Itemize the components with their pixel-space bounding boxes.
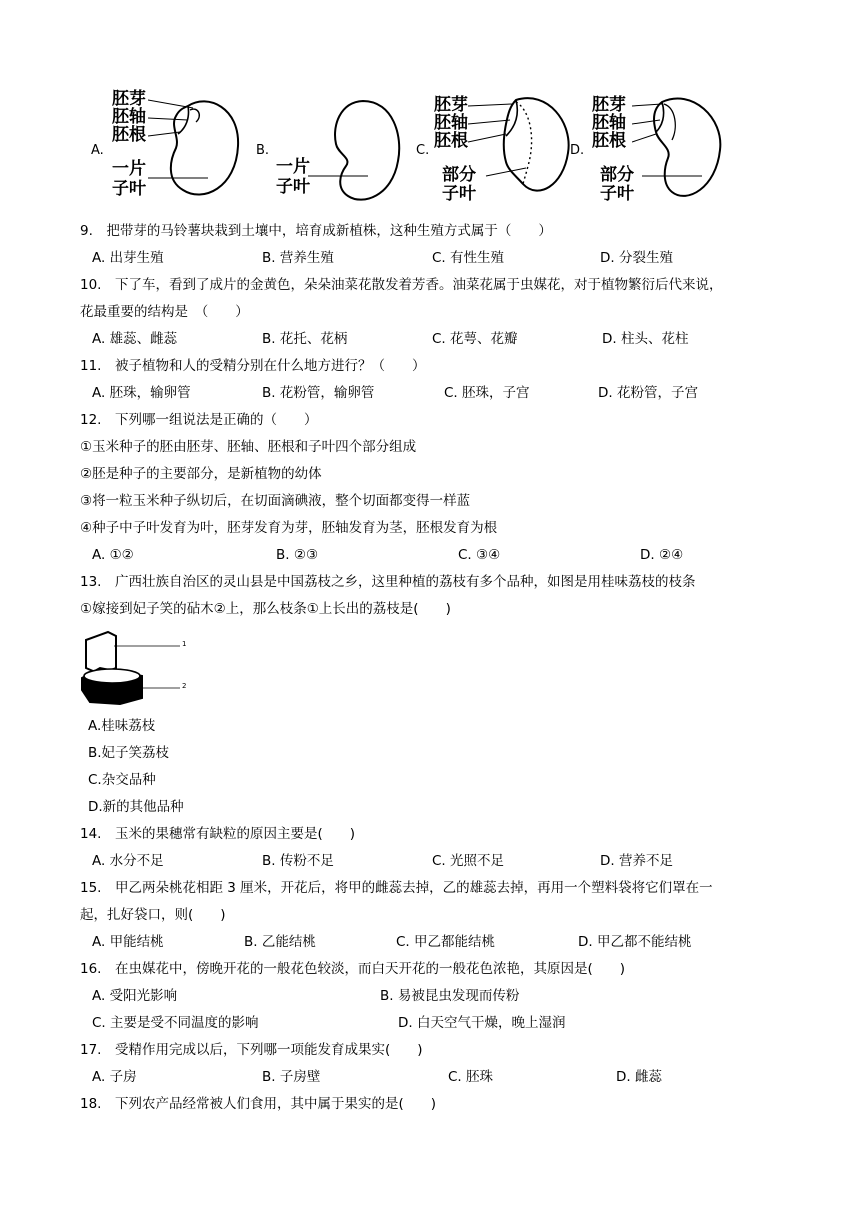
question-12-stem: 12. 下列哪一组说法是正确的（ ）	[80, 412, 318, 428]
question-15-option-a: A. 甲能结桃	[92, 934, 164, 950]
question-16-option-d: D. 白天空气干燥，晚上湿润	[398, 1015, 566, 1031]
question-15-option-c: C. 甲乙都能结桃	[396, 934, 496, 950]
seed-d-label-radicle: 胚根	[592, 131, 626, 151]
seed-b-label-cotyledon: 子叶	[276, 177, 310, 197]
grafting-figure	[80, 628, 190, 708]
question-12-option-c: C. ③④	[458, 547, 501, 563]
question-13-option-d: D.新的其他品种	[88, 799, 184, 815]
question-15-stem-line2: 起，扎好袋口，则( )	[80, 907, 226, 923]
seed-d-label-cotyledon: 子叶	[600, 184, 634, 204]
seed-c-drawing	[468, 88, 578, 208]
seed-figure-row	[88, 88, 748, 208]
question-18-stem: 18. 下列农产品经常被人们食用，其中属于果实的是( )	[80, 1096, 437, 1112]
question-16-option-a: A. 受阳光影响	[92, 988, 178, 1004]
grafting-drawing	[80, 628, 190, 708]
seed-c-label-embryo-bud: 胚芽	[434, 95, 468, 115]
question-11-option-d: D. 花粉管，子宫	[598, 385, 698, 401]
question-14-option-c: C. 光照不足	[432, 853, 505, 869]
seed-a-label-cotyledon: 子叶	[112, 179, 146, 199]
question-14-option-d: D. 营养不足	[600, 853, 673, 869]
question-11-option-a: A. 胚珠，输卵管	[92, 385, 191, 401]
question-9-option-c: C. 有性生殖	[432, 250, 505, 266]
seed-b-label-one: 一片	[276, 157, 310, 177]
question-13-option-b: B.妃子笑荔枝	[88, 745, 170, 761]
question-17-option-a: A. 子房	[92, 1069, 137, 1085]
question-13-stem-line2: ①嫁接到妃子笑的砧木②上，那么枝条①上长出的荔枝是( )	[80, 601, 451, 617]
question-17-option-b: B. 子房壁	[262, 1069, 321, 1085]
question-15-option-d: D. 甲乙都不能结桃	[578, 934, 692, 950]
question-11-stem: 11. 被子植物和人的受精分别在什么地方进行？（ ）	[80, 358, 426, 374]
seed-d-drawing	[632, 88, 732, 208]
question-11-option-b: B. 花粉管，输卵管	[262, 385, 375, 401]
question-14-stem: 14. 玉米的果穗常有缺粒的原因主要是( )	[80, 826, 356, 842]
question-16-stem: 16. 在虫媒花中，傍晚开花的一般花色较淡，而白天开花的一般花色浓艳，其原因是( )	[80, 961, 626, 977]
question-10-option-a: A. 雄蕊、雌蕊	[92, 331, 178, 347]
question-11-option-c: C. 胚珠，子宫	[444, 385, 530, 401]
question-12-statement-2: ②胚是种子的主要部分，是新植物的幼体	[80, 466, 322, 482]
seed-c-label-radicle: 胚根	[434, 131, 468, 151]
question-9-option-a: A. 出芽生殖	[92, 250, 164, 266]
question-12-statement-4: ④种子中子叶发育为叶，胚芽发育为芽，胚轴发育为茎，胚根发育为根	[80, 520, 498, 536]
question-9-option-d: D. 分裂生殖	[600, 250, 673, 266]
seed-a-label-one: 一片	[112, 159, 146, 179]
option-letter-d: D.	[570, 143, 585, 158]
seed-d-label-hypocotyl: 胚轴	[592, 113, 626, 133]
option-letter-a: A.	[91, 143, 104, 158]
seed-c-label-hypocotyl: 胚轴	[434, 113, 468, 133]
grafting-label-1: 1	[182, 640, 187, 648]
question-9-option-b: B. 营养生殖	[262, 250, 334, 266]
question-15-stem-line1: 15. 甲乙两朵桃花相距 3 厘米，开花后，将甲的雌蕊去掉，乙的雄蕊去掉，再用一个塑料袋将它们罩在一	[80, 880, 713, 896]
question-17-stem: 17. 受精作用完成以后，下列哪一项能发育成果实( )	[80, 1042, 423, 1058]
question-12-option-b: B. ②③	[276, 547, 319, 563]
question-16-option-c: C. 主要是受不同温度的影响	[92, 1015, 259, 1031]
question-14-option-b: B. 传粉不足	[262, 853, 334, 869]
seed-c-label-part: 部分	[442, 165, 476, 185]
question-10-option-c: C. 花萼、花瓣	[432, 331, 518, 347]
question-12-option-a: A. ①②	[92, 547, 134, 563]
option-letter-c: C.	[416, 143, 430, 158]
seed-c-label-cotyledon: 子叶	[442, 184, 476, 204]
seed-a-label-hypocotyl: 胚轴	[112, 107, 146, 127]
question-9-stem: 9. 把带芽的马铃薯块栽到土壤中，培育成新植株，这种生殖方式属于（ ）	[80, 223, 552, 239]
question-12-option-d: D. ②④	[640, 547, 684, 563]
seed-d-label-embryo-bud: 胚芽	[592, 95, 626, 115]
question-10-option-d: D. 柱头、花柱	[602, 331, 689, 347]
question-12-statement-1: ①玉米种子的胚由胚芽、胚轴、胚根和子叶四个部分组成	[80, 439, 417, 455]
question-17-option-d: D. 雌蕊	[616, 1069, 662, 1085]
question-15-option-b: B. 乙能结桃	[244, 934, 316, 950]
question-14-option-a: A. 水分不足	[92, 853, 164, 869]
seed-a-drawing	[148, 88, 248, 208]
option-letter-b: B.	[256, 143, 270, 158]
question-13-option-a: A.桂味荔枝	[88, 718, 156, 734]
question-12-statement-3: ③将一粒玉米种子纵切后，在切面滴碘液，整个切面都变得一样蓝	[80, 493, 471, 509]
seed-b-drawing	[308, 96, 408, 206]
question-13-option-c: C.杂交品种	[88, 772, 156, 788]
grafting-label-2: 2	[182, 682, 187, 690]
question-10-stem-line2: 花最重要的结构是 （ ）	[80, 304, 249, 320]
seed-a-label-radicle: 胚根	[112, 125, 146, 145]
question-10-option-b: B. 花托、花柄	[262, 331, 348, 347]
question-17-option-c: C. 胚珠	[448, 1069, 494, 1085]
question-10-stem-line1: 10. 下了车，看到了成片的金黄色，朵朵油菜花散发着芳香。油菜花属于虫媒花，对于植物繁衍后代来说，	[80, 277, 723, 293]
question-13-stem-line1: 13. 广西壮族自治区的灵山县是中国荔枝之乡，这里种植的荔枝有多个品种，如图是用桂味荔枝的枝条	[80, 574, 696, 590]
question-16-option-b: B. 易被昆虫发现而传粉	[380, 988, 520, 1004]
seed-a-label-embryo-bud: 胚芽	[112, 89, 146, 109]
seed-d-label-part: 部分	[600, 165, 634, 185]
